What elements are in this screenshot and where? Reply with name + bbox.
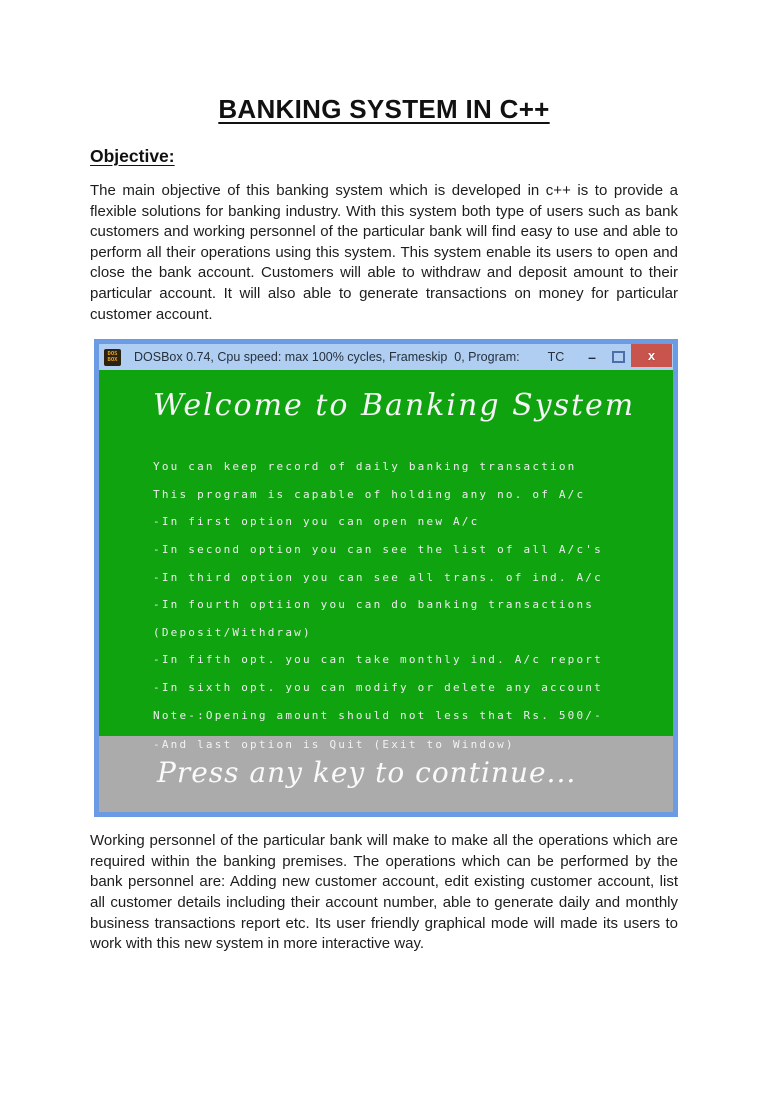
close-button[interactable]	[631, 344, 672, 367]
page-title: BANKING SYSTEM IN C++	[218, 94, 550, 124]
terminal-line: -In fifth opt. you can take monthly ind. A/c report	[153, 653, 603, 667]
terminal-line-quit: -And last option is Quit (Exit to Window)	[153, 738, 515, 752]
personnel-paragraph: Working personnel of the particular bank will make to make all the operations which are required within the banking premises. The operations which can be performed by the bank personnel are: Adding new customer account, edit existing customer account, list all customer details including their account number, able to generate daily and monthly business transactions report etc. Its user friendly graphical mode will made its users to work with this new system in more interactive way.	[90, 832, 678, 953]
dosbox-window-title: DOSBox 0.74, Cpu speed: max 100% cycles, Frameskip 0, Program:	[134, 350, 520, 365]
dosbox-icon-text-bottom: BOX	[107, 357, 118, 364]
objective-heading: Objective:	[90, 146, 175, 166]
dosbox-icon-text-top: DOS	[107, 351, 118, 358]
maximize-icon	[612, 351, 625, 363]
dosbox-app-icon	[104, 349, 121, 366]
document-page	[0, 94, 768, 955]
terminal-line: -In second option you can see the list of all A/c's	[153, 542, 603, 556]
dosbox-window-screenshot	[94, 339, 678, 817]
terminal-line: -In third option you can see all trans. of ind. A/c	[153, 570, 603, 584]
objective-paragraph: The main objective of this banking system which is developed in c++ is to provide a flexible solutions for banking industry. With this system both type of users such as bank customers and working personnel of the particular bank will find easy to use and able to perform all their operations using this system. This system enable its users to open and close the bank account. Customers will able to withdraw and deposit amount to their particular account. It will also able to generate transactions on money for particular customer account.	[90, 182, 678, 323]
terminal-line: (Deposit/Withdraw)	[153, 625, 312, 639]
dosbox-titlebar	[99, 344, 673, 370]
dosbox-screen	[99, 370, 673, 812]
minimize-button[interactable]	[579, 344, 605, 370]
close-icon: x	[647, 348, 656, 364]
terminal-line: -In sixth opt. you can modify or delete any account	[153, 680, 603, 694]
terminal-line: -In first option you can open new A/c	[153, 515, 480, 529]
dosbox-program-name: TC	[547, 350, 565, 365]
terminal-line: Note-:Opening amount should not less that Rs. 500/-	[153, 708, 603, 722]
window-controls	[579, 344, 672, 370]
minimize-icon: –	[588, 349, 596, 366]
press-any-key-text: Press any key to continue...	[157, 756, 577, 790]
terminal-line: You can keep record of daily banking transaction	[153, 460, 577, 474]
terminal-line: This program is capable of holding any no. of A/c	[153, 487, 586, 501]
terminal-line: -In fourth optiion you can do banking transactions	[153, 598, 595, 612]
status-band	[99, 736, 673, 812]
maximize-button[interactable]	[605, 344, 631, 370]
terminal-text-block	[153, 460, 603, 736]
welcome-banner: Welcome to Banking System	[153, 388, 636, 424]
